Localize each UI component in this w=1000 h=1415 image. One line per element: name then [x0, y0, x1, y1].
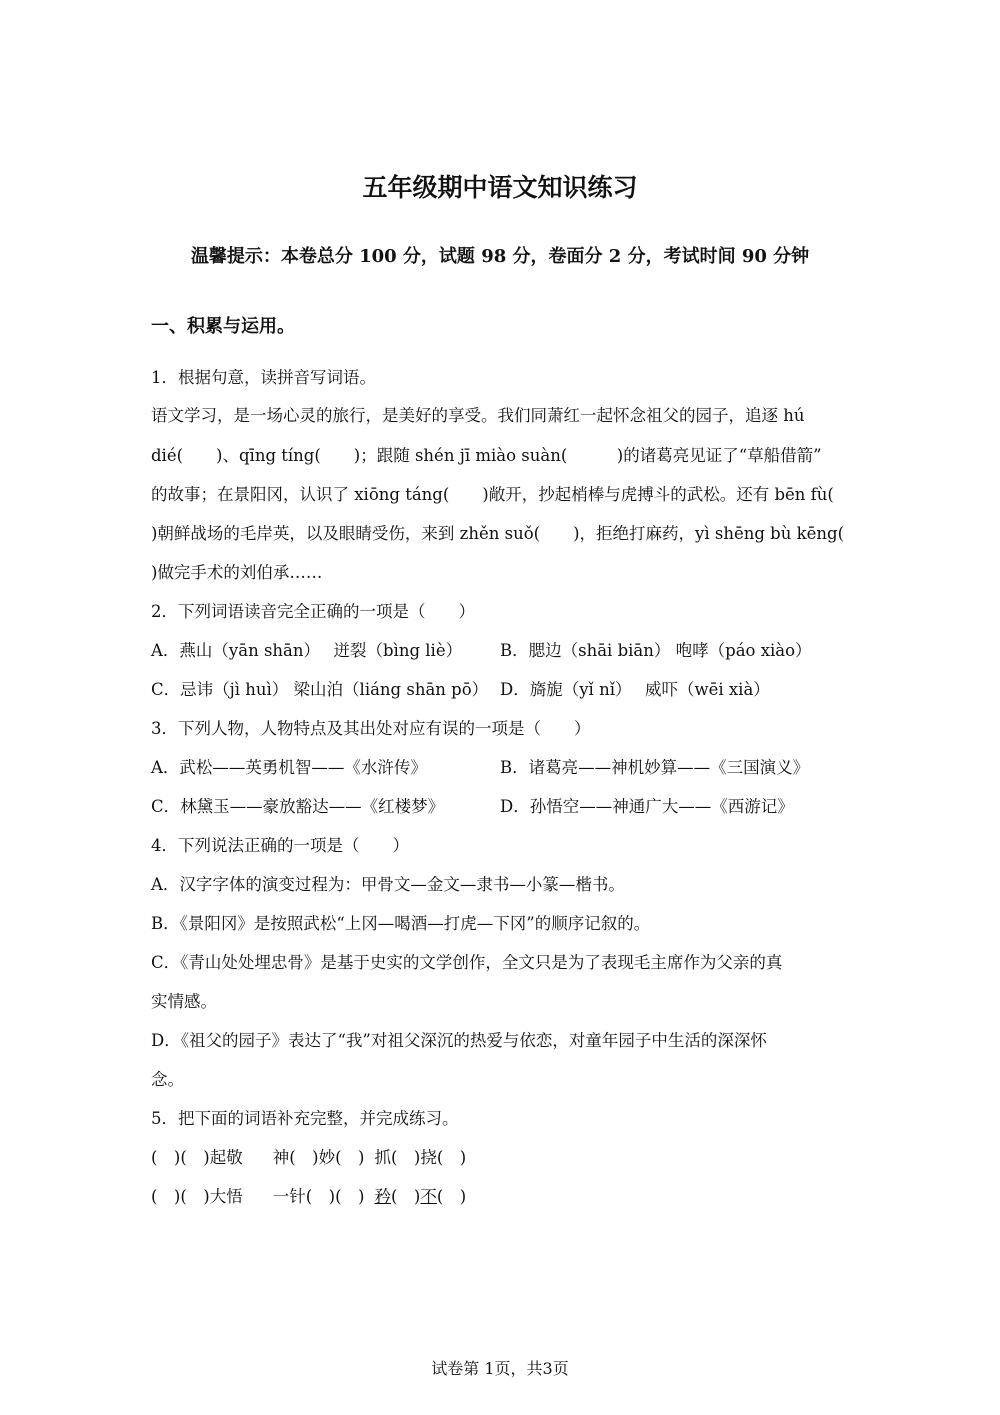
q4-option-a: A．汉字字体的演变过程为：甲骨文—金文—隶书—小篆—楷书。	[151, 875, 625, 894]
section-heading: 一、积累与运用。	[151, 316, 295, 337]
q1-line: 的故事；在景阳冈，认识了 xiōng táng( )敞开，抄起梢棒与虎搏斗的武松。还有 bēn fù(	[151, 485, 834, 504]
q1-line: )朝鲜战场的毛岸英，以及眼睛受伤，来到 zhěn suǒ( )，拒绝打麻药，yì shēng bù kēng(	[151, 524, 844, 543]
q5-word: ( )( )起敬	[151, 1148, 243, 1167]
q2-option-a: A．燕山（yān shān） 迸裂（bìng liè）	[151, 641, 463, 660]
q3-stem: 3．下列人物，人物特点及其出处对应有误的一项是（ ）	[151, 719, 591, 738]
page-footer: 试卷第 1页，共3页	[431, 1359, 569, 1378]
q2-option-c: C．忌讳（jì huì） 梁山泊（liáng shān pō）	[151, 680, 489, 699]
q5-word: 神( )妙( )	[272, 1148, 365, 1167]
q1-line: dié( )、qīng tíng( )；跟随 shén jī miào suàn( )的诸葛亮见证了“草船借箭”	[151, 446, 822, 465]
q1-line: )做完手术的刘伯承……	[151, 563, 323, 582]
q5-word: 抓( )挠( )	[374, 1148, 467, 1167]
exam-hint: 温馨提示：本卷总分 100 分，试题 98 分，卷面分 2 分，考试时间 90 分钟	[190, 246, 810, 267]
page-title: 五年级期中语文知识练习	[362, 173, 638, 202]
q5-word-underlined: 矜	[374, 1187, 391, 1206]
q4-stem: 4．下列说法正确的一项是（ ）	[151, 836, 409, 855]
q4-option-d-cont: 念。	[151, 1070, 184, 1089]
q1-line: 语文学习，是一场心灵的旅行，是美好的享受。我们同萧红一起怀念祖父的园子，追逐 hú	[151, 406, 805, 425]
q5-row-2	[151, 1185, 851, 1209]
q1-stem: 1．根据句意，读拼音写词语。	[151, 368, 376, 387]
q4-option-b: B．《景阳冈》是按照武松“上冈—喝酒—打虎—下冈”的顺序记叙的。	[151, 914, 651, 933]
q2-option-b: B．腮边（shāi biān） 咆哮（páo xiào）	[500, 641, 812, 660]
q2-stem: 2．下列词语读音完全正确的一项是（ ）	[151, 602, 475, 621]
q3-option-a: A．武松——英勇机智——《水浒传》	[151, 758, 427, 777]
q5-word: ( )	[436, 1187, 467, 1206]
q4-option-c: C．《青山处处埋忠骨》是基于史实的文学创作，全文只是为了表现毛主席作为父亲的真	[151, 953, 783, 972]
q5-word-underlined: 不	[420, 1187, 437, 1206]
q3-option-c: C．林黛玉——豪放豁达——《红楼梦》	[151, 797, 445, 816]
q5-word: ( )( )大悟	[151, 1187, 243, 1206]
q5-word: ( )	[391, 1187, 421, 1206]
q5-word: 一针( )( )	[272, 1187, 365, 1206]
q3-option-b: B．诸葛亮——神机妙算——《三国演义》	[500, 758, 810, 777]
q4-option-c-cont: 实情感。	[151, 992, 217, 1011]
q2-option-d: D．旖旎（yǐ nǐ） 威吓（wēi xià）	[500, 680, 770, 699]
q3-option-d: D．孙悟空——神通广大——《西游记》	[500, 797, 794, 816]
q4-option-d: D．《祖父的园子》表达了“我”对祖父深沉的热爱与依恋，对童年园子中生活的深深怀	[151, 1031, 767, 1050]
q5-row-1	[151, 1146, 851, 1170]
q5-stem: 5．把下面的词语补充完整，并完成练习。	[151, 1109, 459, 1128]
